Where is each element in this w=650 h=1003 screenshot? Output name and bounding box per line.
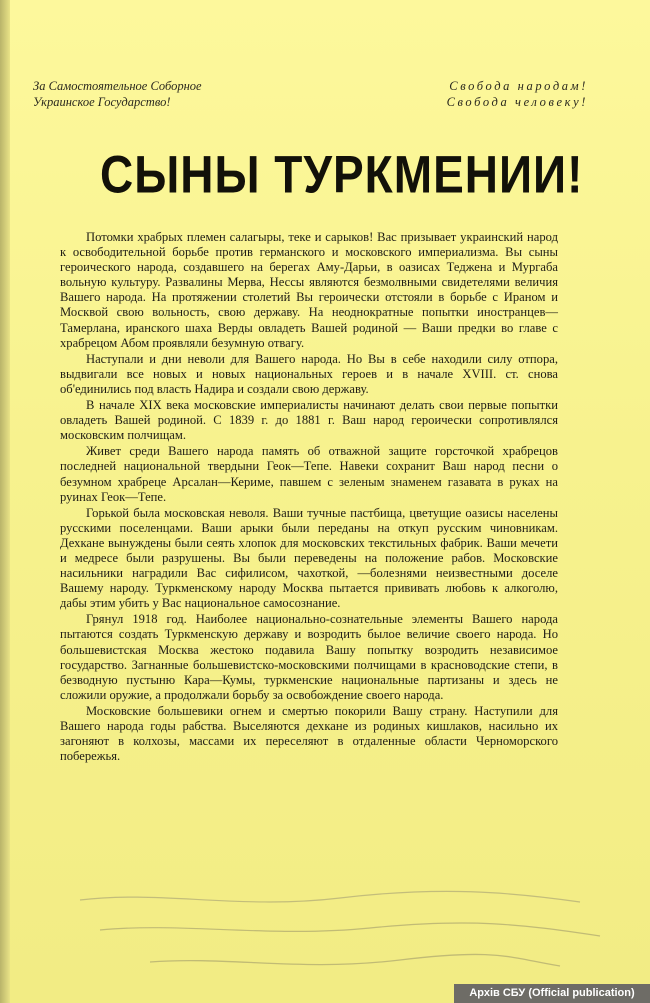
body-paragraph: Горькой была московская неволя. Ваши тучные пастбища, цветущие оазисы населены русскими поселенцами. Ваши арыки были переданы на откуп русским чиновникам. Дехкане вынуждены были сеять хлопок для московских текстильных фабрик. Ваши мечети и медресе были разрушены. Вы были переведены на положение рабов. Московские насильники наградили Вас сифилисом, чахоткой, —болезнями неизвестными доселе Вашему народу. Туркменскому народу Москва пытается прививать любовь к алкоголю, дабы этим убить у Вас национальное самосознание. [60, 505, 558, 611]
handwritten-scribbles [40, 880, 620, 990]
archive-credit: Архів СБУ (Official publication) [454, 984, 650, 1003]
slogan-line: Свобода человеку! [446, 95, 588, 109]
body-paragraph: В начале XIX века московские империалисты начинают делать свои первые попытки овладеть Вашей родиной. С 1839 г. до 1881 г. Ваш народ героически сопротивлялся московским полчищам. [60, 398, 558, 443]
slogan-line: Украинское Государство! [33, 95, 171, 109]
body-paragraph: Грянул 1918 год. Наиболее национально-сознательные элементы Вашего народа пытаются создать Туркменскую державу и возродить былое величие своего народа. Но большевистская Москва жестоко подавила Вашу попытку возродить независимое государство. Загнанные большевистско-московскими полчищами в красноводские степи, в безводную пустыню Кара—Кумы, туркменские национальные партизаны и здесь не сложили оружие, а продолжали борьбу за освобождение своего народа. [60, 612, 558, 702]
slogan-line: За Самостоятельное Соборное [33, 79, 202, 93]
slogan-freedom [338, 78, 588, 110]
page-edge-shadow [0, 0, 10, 1003]
leaflet-title: СЫНЫ ТУРКМЕНИИ! [100, 144, 584, 205]
body-paragraph: Московские большевики огнем и смертью покорили Вашу страну. Наступили для Вашего народа годы рабства. Выселяются дехкане из родиных кишлаков, насильно их загоняют в колхозы, массами их переселяют в отдаленные области Черноморского побережья. [60, 703, 558, 764]
body-paragraph: Наступали и дни неволи для Вашего народа. Но Вы в себе находили силу отпора, выдвигали все новых и новых национальных героев и в начале XVIII. ст. снова об'единились под власть Надира и создали свою державу. [60, 351, 558, 396]
body-paragraph: Потомки храбрых племен салагыры, теке и сарыков! Вас призывает украинский народ к освободительной борьбе против германского и московского империализма. Вы сыны героического народа, создавшего на берегах Аму-Дарьи, в оазисах Теджена и Мургаба вольную культуру. Развалины Мерва, Нессы являются безмолвными свидетелями величия Вашего народа. На протяжении столетий Вы героически отстояли в борьбе с Ираном и Москвой свою вольность, свою державу. На неоднократные попытки иностранцев—Тамерлана, иранского шаха Верды овладеть Вашей родиной — Ваши предки во главе с храбрецом Абом проявляли безумную отвагу. [60, 230, 558, 350]
leaflet-body [60, 230, 558, 765]
body-paragraph: Живет среди Вашего народа память об отважной защите горсточкой храбрецов последней национальной твердыни Геок—Тепе. Навеки сохранит Ваш народ песни о безумном храбреце Арсалан—Кериме, павшем с зеленым знаменем газавата в руках на руинах Геок—Тепе. [60, 444, 558, 504]
slogan-ukrainian-state [33, 78, 293, 110]
slogan-line: Свобода народам! [449, 79, 588, 93]
